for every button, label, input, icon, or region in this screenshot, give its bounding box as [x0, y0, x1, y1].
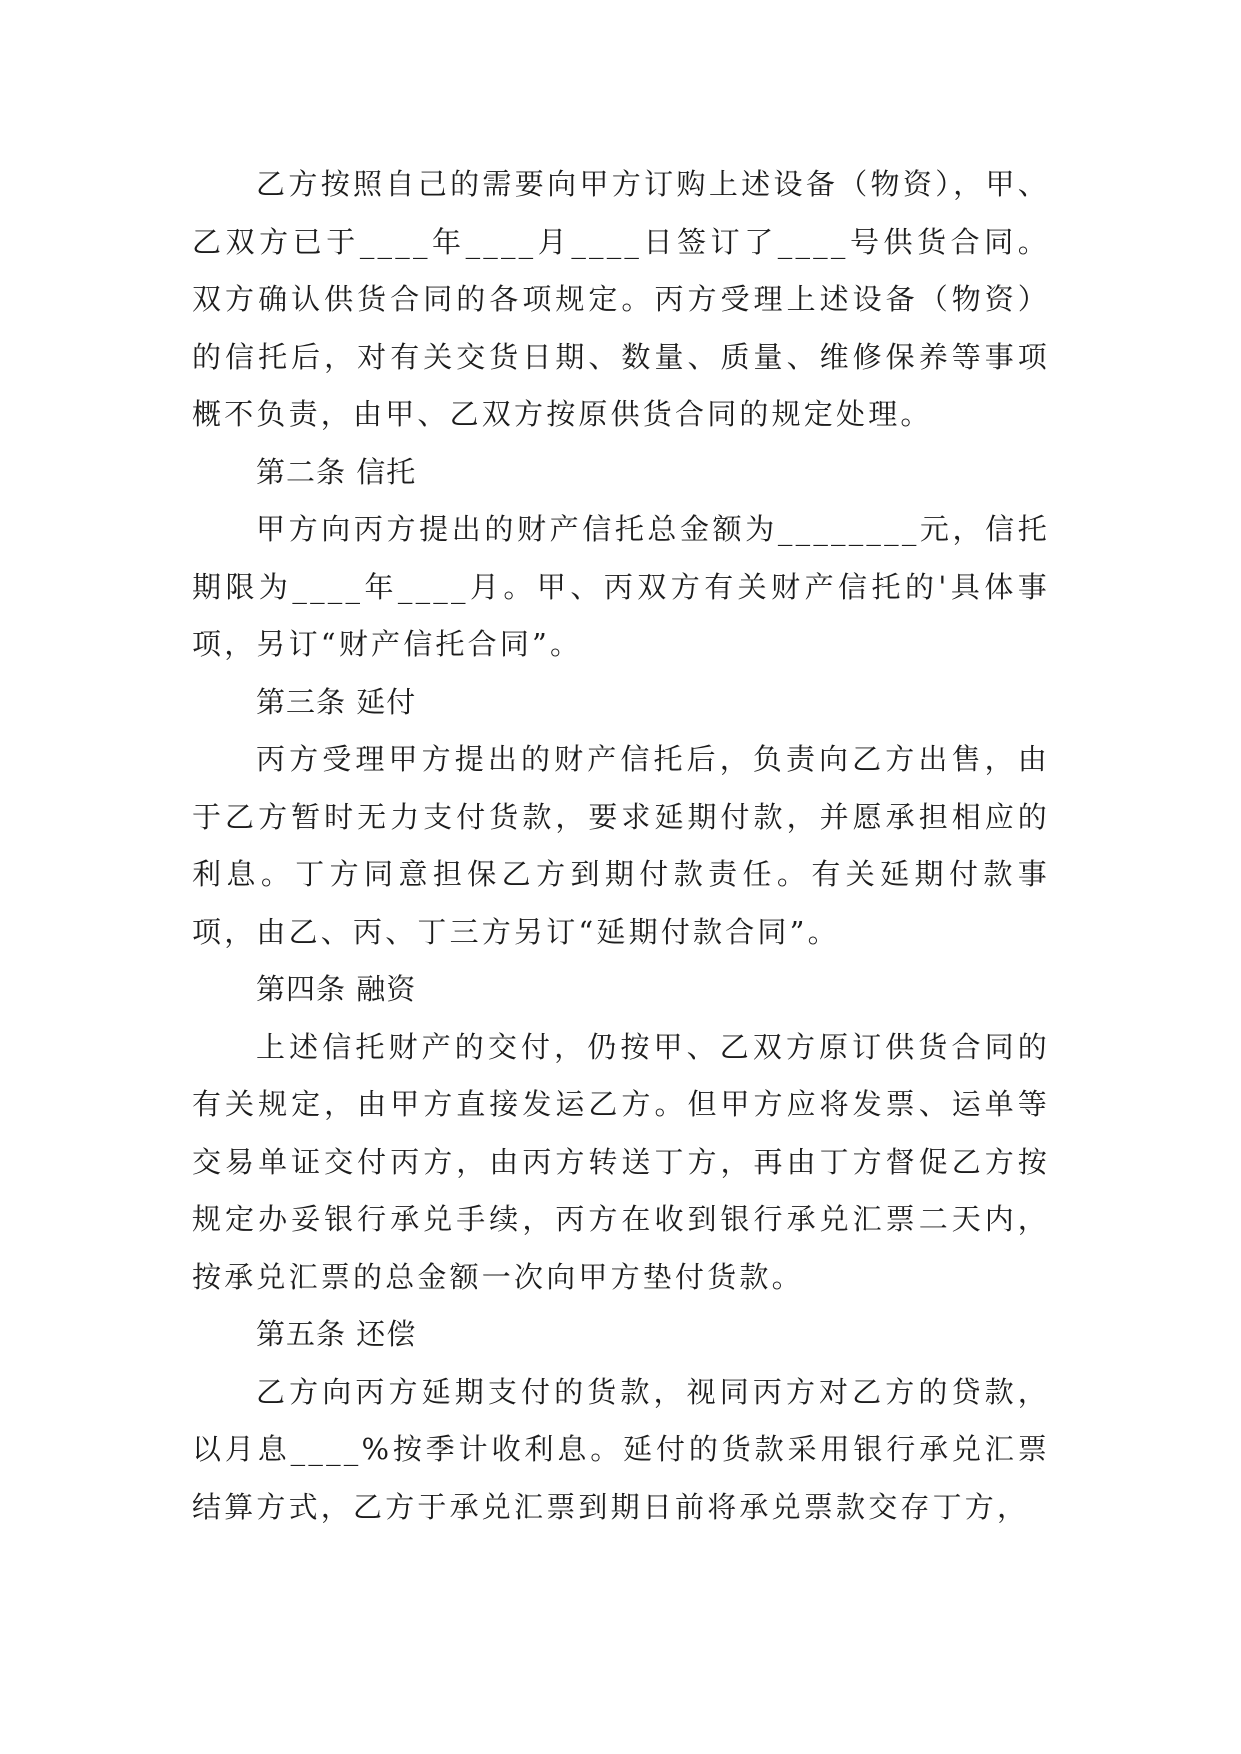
- paragraph-supply-contract: 乙方按照自己的需要向甲方订购上述设备（物资），甲、乙双方已于____年____月____日签订了____号供货合同。双方确认供货合同的各项规定。丙方受理上述设备（物资）的信托后，对有关交货日期、数量、质量、维修保养等事项概不负责，由甲、乙双方按原供货合同的规定处理。: [192, 167, 1050, 431]
- document-body: [192, 156, 1050, 1536]
- paragraph-financing: 上述信托财产的交付，仍按甲、乙双方原订供货合同的有关规定，由甲方直接发运乙方。但甲方应将发票、运单等交易单证交付丙方，由丙方转送丁方，再由丁方督促乙方按规定办妥银行承兑手续，丙方在收到银行承兑汇票二天内，按承兑汇票的总金额一次向甲方垫付货款。: [192, 1029, 1050, 1294]
- article-4-heading: 第四条 融资: [256, 972, 417, 1006]
- article-2-heading: 第二条 信托: [256, 454, 417, 489]
- paragraph-trust: 甲方向丙方提出的财产信托总金额为________元，信托期限为____年____月。甲、丙双方有关财产信托的'具体事项，另订“财产信托合同”。: [192, 512, 1050, 661]
- paragraph-repayment: 乙方向丙方延期支付的货款，视同丙方对乙方的贷款，以月息____%按季计收利息。延付的货款采用银行承兑汇票结算方式，乙方于承兑汇票到期日前将承兑票款交存丁方，: [192, 1374, 1050, 1524]
- paragraph-deferred-payment: 丙方受理甲方提出的财产信托后，负责向乙方出售，由于乙方暂时无力支付货款，要求延期付款，并愿承担相应的利息。丁方同意担保乙方到期付款责任。有关延期付款事项，由乙、丙、丁三方另订“延期付款合同”。: [192, 742, 1050, 949]
- article-3-heading: 第三条 延付: [256, 684, 417, 719]
- article-5-heading: 第五条 还偿: [256, 1317, 417, 1351]
